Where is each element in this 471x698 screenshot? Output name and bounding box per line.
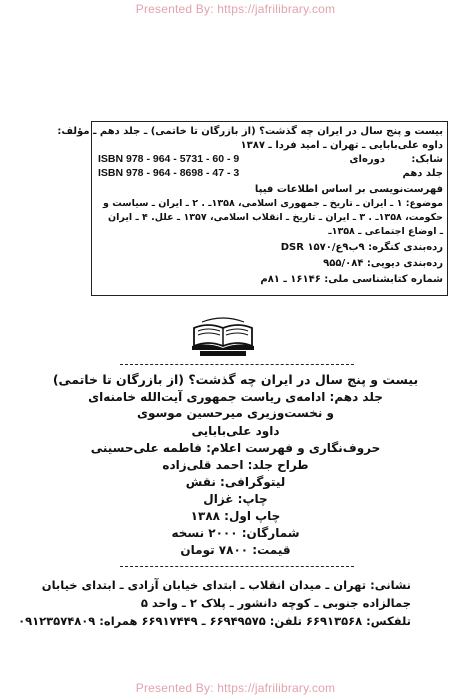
- cip-natlib: شماره کتابشناسی ملی: ۱۶۱۴۶ ـ ۸۱م: [260, 274, 443, 285]
- cip-subject-2: حکومت، ۱۳۵۸ـ . ۳ ـ ایران ـ تاریخ ـ انقلاب اسلامی، ۱۳۵۷ ـ علل. ۴ ـ ایران: [108, 212, 443, 223]
- colophon-copies: شمارگان: ۲۰۰۰ نسخه: [171, 526, 300, 540]
- cip-publisher-label: شابک:: [411, 154, 443, 165]
- address-line-2: جمالزاده جنوبی ـ کوچه دانشور ـ پلاک ۲ ـ واحد ۵: [140, 596, 411, 610]
- rule-top: [120, 364, 354, 365]
- cip-fipa: فهرست‌نویسی بر اساس اطلاعات فیپا: [254, 184, 443, 195]
- cip-author-line: داوه علی‌بابایی ـ تهران ـ امید فردا ـ ۱۳۸۷: [240, 140, 443, 151]
- colophon-typesetting: حروف‌نگاری و فهرست اعلام: فاطمه علی‌حسینی: [90, 441, 381, 455]
- colophon-edition: چاپ اول: ۱۳۸۸: [190, 509, 281, 523]
- cip-lc: رده‌بندی کنگره: ۹‌ب۹ع/۱۵۷۰ DSR: [280, 242, 443, 253]
- address-line-1: نشانی: تهران ـ میدان انقلاب ـ ابتدای خیابان آزادی ـ ابتدای خیابان: [41, 578, 411, 592]
- colophon-cover: طراح جلد: احمد قلی‌زاده: [162, 458, 309, 472]
- colophon-volume-2: و نخست‌وزیری میرحسین موسوی: [136, 406, 335, 420]
- colophon-author: داود علی‌بابایی: [191, 424, 280, 438]
- watermark-bottom: Presented By: https://jafrilibrary.com: [135, 681, 336, 695]
- cip-box: [57, 121, 448, 296]
- colophon-litho: لیتوگرافی: نقش: [185, 475, 286, 489]
- rule-bottom: [120, 566, 354, 567]
- address-line-3: تلفکس: ۶۶۹۱۳۵۶۸ تلفن: ۶۶۹۴۹۵۷۵ ـ ۶۶۹۱۷۴۴۹ همراه: ۰۹۱۲۳۵۷۴۸۰۹: [18, 614, 411, 628]
- cip-isbn-set: ISBN 978 - 964 - 5731 - 60 - 9: [98, 153, 240, 165]
- watermark-top: Presented By: https://jafrilibrary.com: [135, 2, 336, 16]
- cip-subject-1: موضوع: ۱ ـ ایران ـ تاریخ ـ جمهوری اسلامی، ۱۳۵۸ـ . ۲ ـ ایران ـ سیاست و: [103, 198, 443, 209]
- colophon-price: قیمت: ۷۸۰۰ تومان: [180, 543, 291, 557]
- cip-subject-3: ـ اوضاع اجتماعی ـ ۱۳۵۸ـ: [328, 226, 443, 237]
- colophon-volume: جلد دهم: ادامه‌ی ریاست جمهوری آیت‌الله خامنه‌ای: [88, 390, 383, 404]
- cip-title-line: بیست و پنج سال در ایران چه گذشت؟ (از بازرگان تا خاتمی) ـ جلد دهم ـ مؤلف:: [57, 126, 443, 137]
- cip-vol-label: جلد دهم: [402, 168, 443, 179]
- colophon-print: چاپ: غزال: [203, 492, 268, 506]
- cip-isbn-vol: ISBN 978 - 964 - 8698 - 47 - 3: [98, 167, 240, 179]
- cip-set-label: دوره‌ای: [349, 154, 385, 165]
- colophon-title: بیست و پنج سال در ایران چه گذشت؟ (از بازرگان تا خاتمی): [52, 372, 419, 387]
- cip-dewey: رده‌بندی دیویی: ۹۵۵/۰۸۴: [323, 258, 443, 269]
- publisher-logo-icon: [188, 312, 258, 358]
